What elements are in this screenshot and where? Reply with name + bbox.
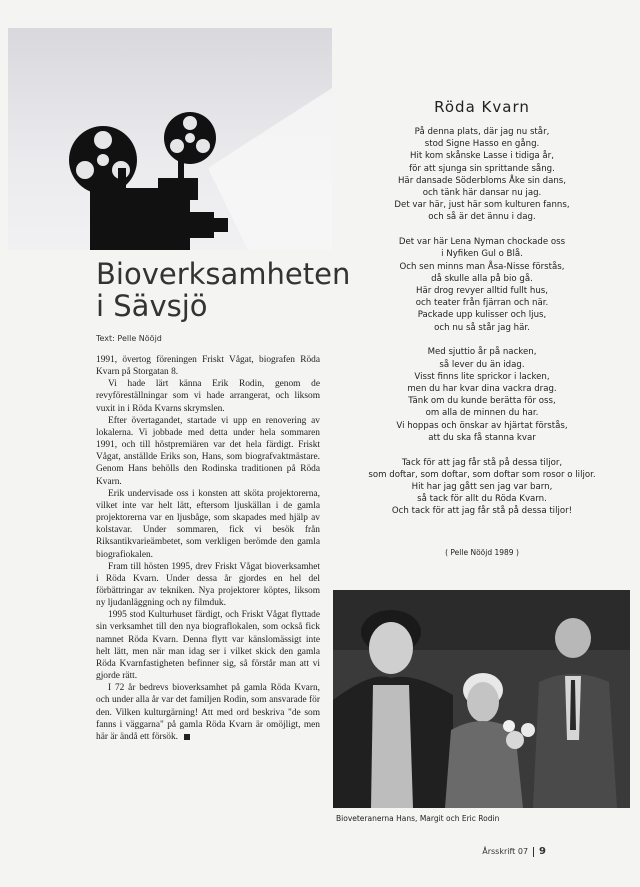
footer-divider	[533, 847, 534, 857]
poem-line: så tack för allt du Röda Kvarn.	[417, 494, 547, 505]
film-projector-icon	[8, 28, 332, 250]
end-of-article-mark	[184, 734, 190, 740]
poem-line: Det var här Lena Nyman chockade oss	[398, 237, 566, 248]
poem-stanza	[332, 126, 632, 224]
poem-line: Hit kom skånske Lasse i tidiga år,	[410, 151, 554, 162]
poem-line: och så är det ännu i dag.	[428, 212, 536, 223]
poem-line: Med sjuttio år på nacken,	[427, 347, 537, 358]
article-body	[96, 354, 320, 743]
poem-credit: ( Pelle Nööjd 1989 )	[445, 548, 519, 557]
poem	[332, 126, 632, 530]
poem-line: Här dansade Söderbloms Åke sin dans,	[397, 175, 567, 186]
poem-line: Och sen minns man Åsa-Nisse förstås,	[399, 261, 565, 272]
article-paragraph-last	[96, 682, 320, 743]
photo-caption: Bioveteranerna Hans, Margit och Eric Rodin	[336, 814, 500, 823]
poem-line: Hit har jag gått sen jag var barn,	[411, 482, 553, 493]
title-line-1: Bioverksamheten	[96, 257, 351, 291]
poem-line: om alla de minnen du har.	[425, 408, 539, 419]
poem-line: Tack för att jag får stå på dessa tiljor,	[401, 457, 563, 468]
poem-line: stod Signe Hasso en gång.	[424, 139, 540, 150]
article-paragraph: Erik undervisade oss i konsten att sköta projektorerna, vilket inte var helt lätt, eftersom ljuskällan i de gamla projektorerna var en ljusbåge, som skapades med hjälp av kolstavar. Under sommaren, fick vi besök från Riksantikvarieämbetet, som verkligen berömde den gamla biografiokalen.	[96, 488, 320, 560]
article-title	[96, 257, 351, 323]
poem-line: Visst finns lite sprickor i lacken,	[414, 371, 550, 382]
poem-line: som doftar, som doftar, som doftar som rosor o liljor.	[368, 469, 596, 480]
article-paragraph-text: I 72 år bedrevs bioverksamhet på gamla Röda Kvarn, och under alla år var det familjen Rodin, som ansvarade för den. Vilken kulturgärning! Att med ord beskriva "de som fanns i väggarna" på gamla Röda Kvarn är omöjligt, men här är ändå ett försök.	[96, 683, 320, 742]
poem-line: Här drog revyer alltid fullt hus,	[415, 286, 549, 297]
poem-line: På denna plats, där jag nu står,	[414, 127, 550, 137]
poem-line: Och tack för att jag får stå på dessa tiljor!	[391, 506, 573, 517]
poem-stanza	[332, 457, 632, 518]
article-paragraph: Fram till hösten 1995, drev Friskt Vågat bioverksamhet i Röda Kvarn. Under dessa år gjordes en hel del förbättringar av tekniken. Nya projektorer köptes, liksom ny ljudanläggning och ny filmduk.	[96, 561, 320, 609]
poem-title: Röda Kvarn	[434, 98, 530, 116]
header-image	[8, 28, 332, 250]
poem-line: att du ska få stanna kvar	[428, 432, 536, 443]
article-paragraph: 1995 stod Kulturhuset färdigt, och Friskt Vågat flyttade sin verksamhet till den nya biograflokalen, som också fick namnet Röda Kvarn. Denna flytt var känslomässigt inte helt lätt, men när man idag ser i vilket skick den gamla Röda Kvarnfastigheten befinner sig, så förstår man att vi gjorde rätt.	[96, 610, 320, 682]
poem-line: och teater från fjärran och när.	[415, 298, 549, 309]
poem-line: Det var här, just här som kulturen fanns,	[394, 200, 570, 211]
title-line-2: i Sävsjö	[96, 289, 208, 323]
poem-line: men du har kvar dina vackra drag.	[407, 384, 557, 395]
article-paragraph: Vi hade lärt känna Erik Rodin, genom de revyföreställningar som vi hade arrangerat, och liksom vuxit in i Röda Kvarns skrymslen.	[96, 379, 320, 414]
poem-stanza	[332, 346, 632, 444]
poem-line: Vi hoppas och önskar av hjärtat förstås,	[396, 420, 568, 431]
poem-line: för att sjunga sin sprittande sång.	[409, 163, 555, 174]
photo-three-people	[333, 590, 630, 808]
poem-line: så lever du än idag.	[439, 359, 525, 370]
article-paragraph: 1991, övertog föreningen Friskt Vågat, biografen Röda Kvarn på Storgatan 8.	[96, 355, 320, 378]
poem-stanza	[332, 236, 632, 334]
poem-line: Tänk om du kunde berätta för oss,	[408, 396, 556, 407]
publication-name: Årsskrift 07	[482, 847, 529, 856]
byline: Text: Pelle Nööjd	[96, 334, 162, 343]
photo-illustration	[333, 590, 630, 808]
poem-line: Packade upp kulisser och ljus,	[417, 310, 547, 321]
page-number: 9	[539, 846, 546, 857]
page-footer	[482, 846, 546, 857]
poem-line: i Nyfiken Gul o Blå.	[441, 249, 523, 260]
article-paragraph: Efter övertagandet, startade vi upp en renovering av lokalerna. Vi jobbade med detta under hela sommaren 1991, och till höstpremiären var det hela färdigt. Friskt Vågat, anställde Eriks son, Hans, som biografvaktmästare. Genom Hans behölls den Rodinska traditionen på Röda Kvarn.	[96, 415, 320, 487]
poem-line: och tänk här dansar nu jag.	[422, 188, 542, 199]
poem-line: då skulle alla på bio gå.	[431, 273, 533, 284]
poem-line: och nu så står jag här.	[434, 322, 530, 333]
